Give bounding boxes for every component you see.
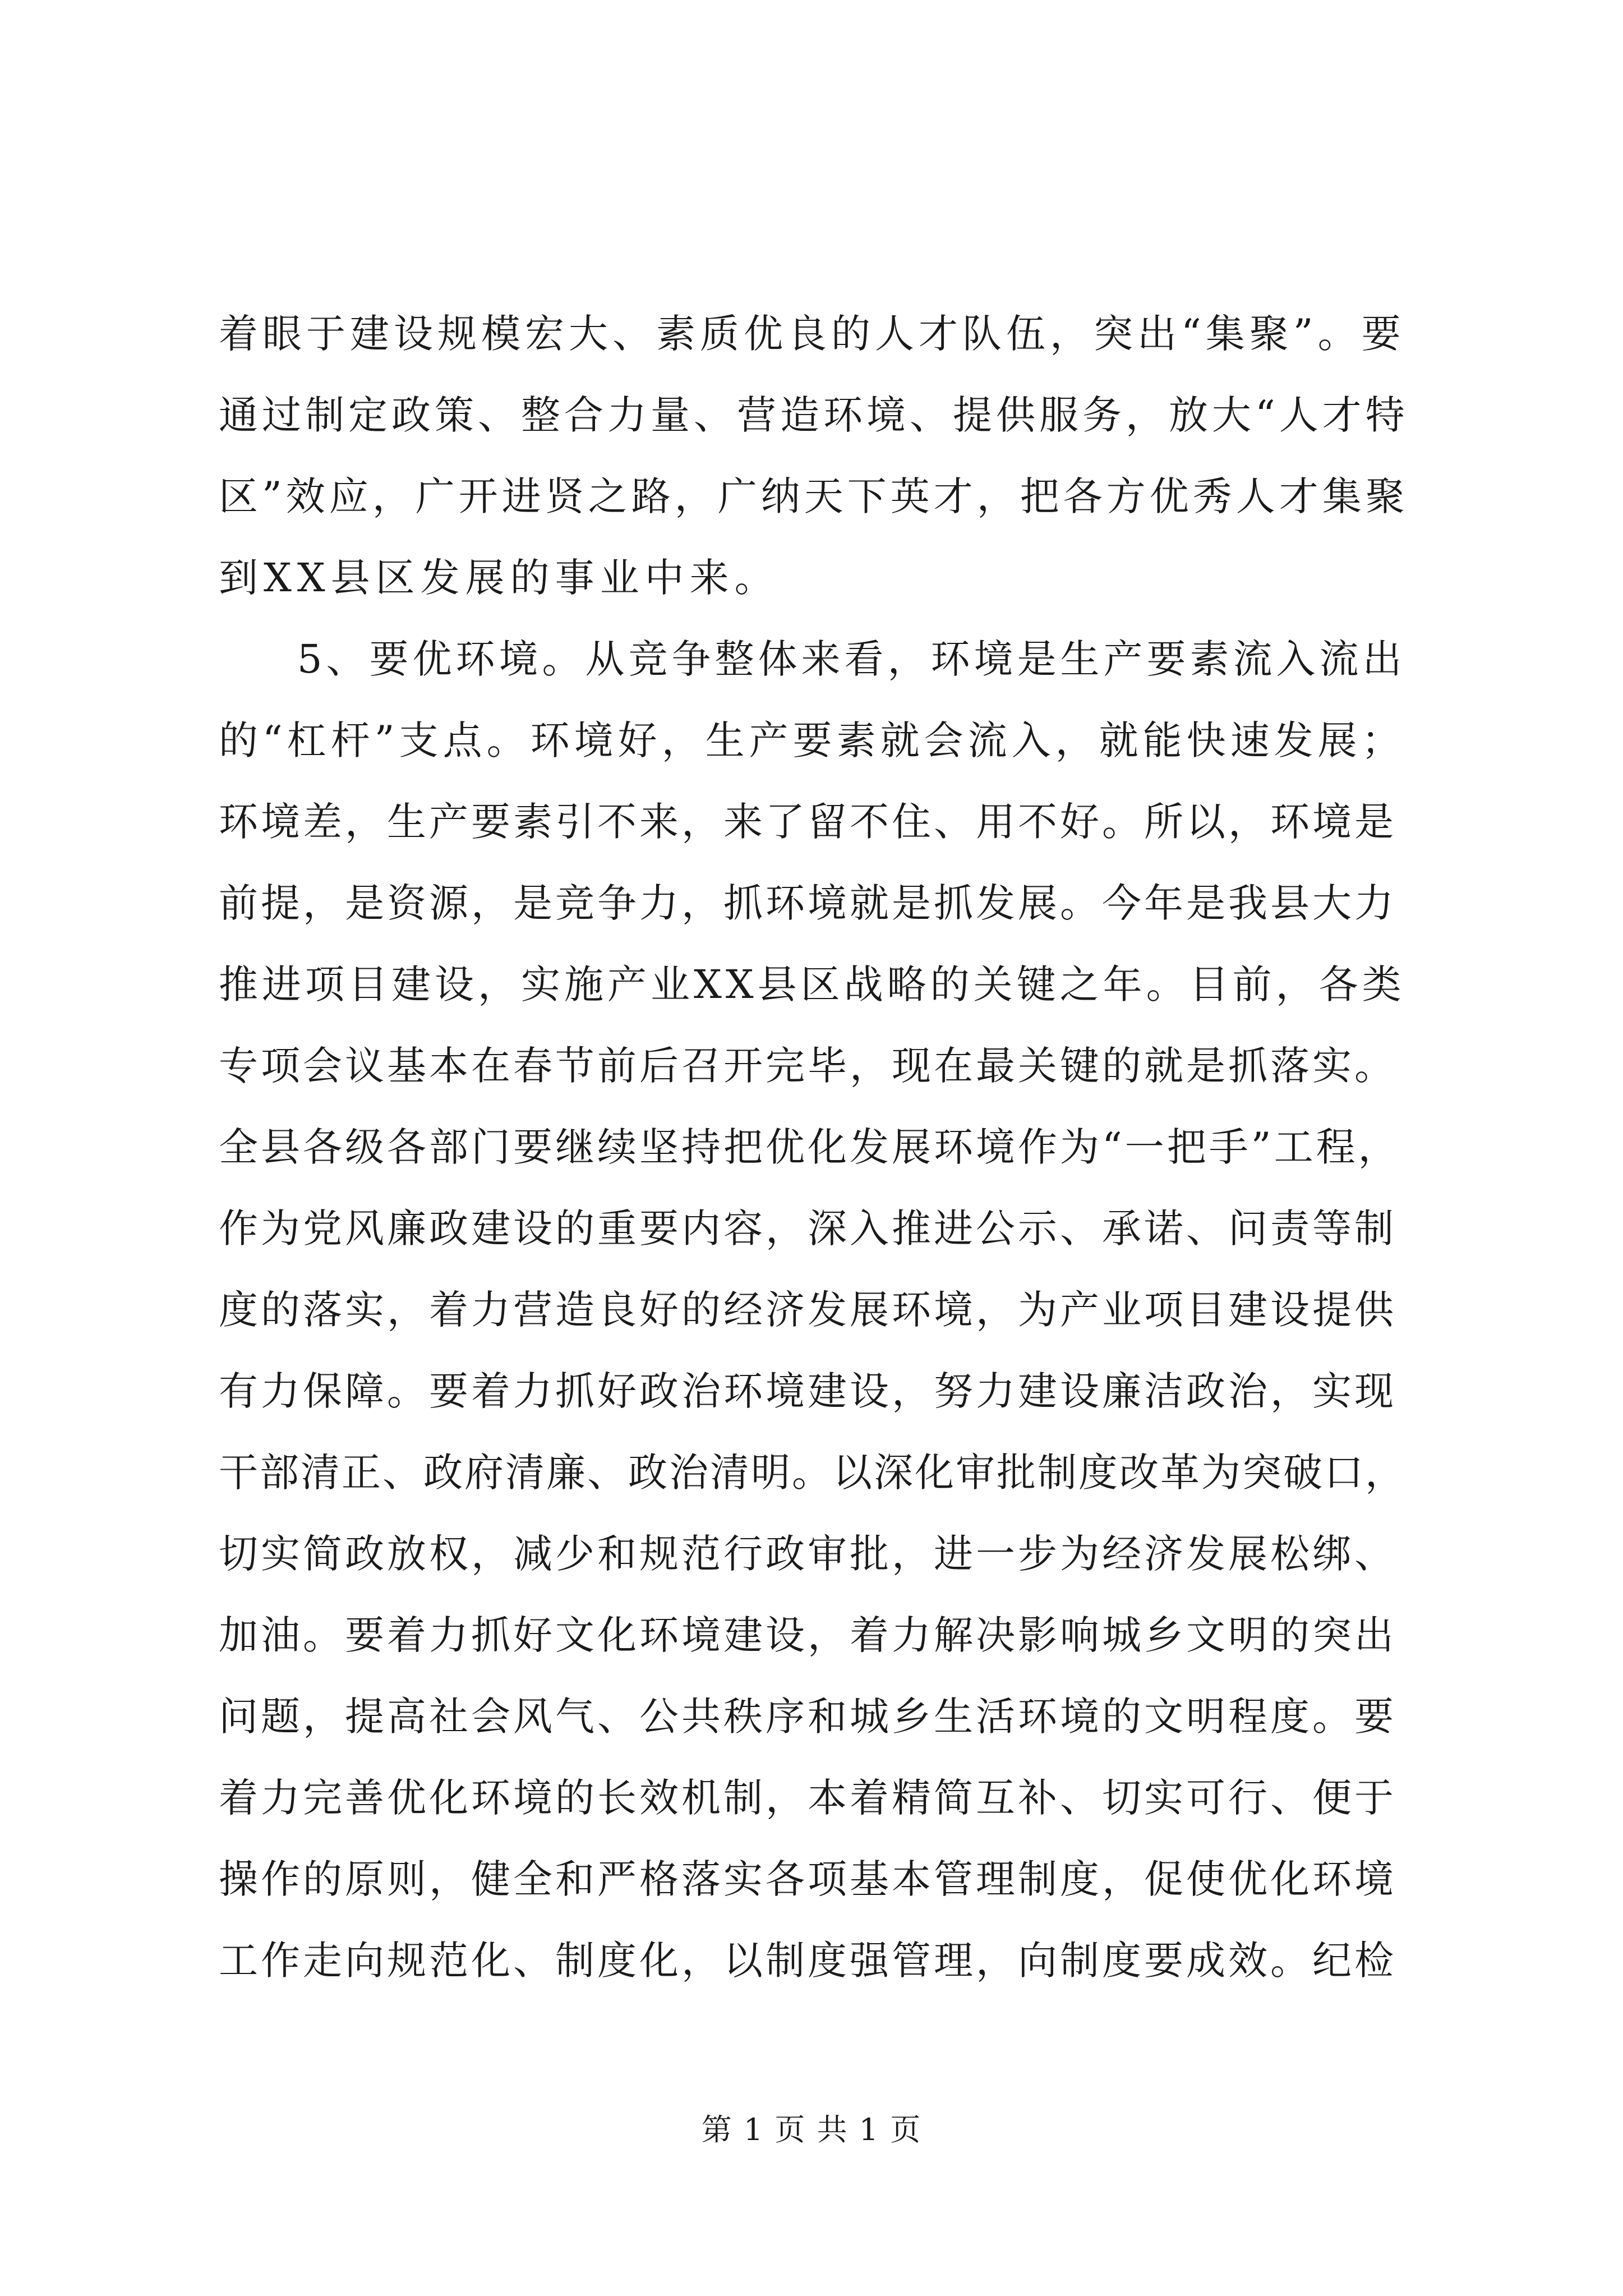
text-line: 着力完善优化环境的长效机制，本着精简互补、切实可行、便于: [219, 1775, 1396, 1821]
text-line: 推进项目建设，实施产业XX县区战略的关键之年。目前，各类: [219, 961, 1405, 1007]
text-line: 切实简政放权，减少和规范行政审批，进一步为经济发展松绑、: [219, 1531, 1396, 1577]
text-line: 有力保障。要着力抓好政治环境建设，努力建设廉洁政治，实现: [219, 1368, 1396, 1414]
text-line: 环境差，生产要素引不来，来了留不住、用不好。所以，环境是: [219, 799, 1396, 845]
text-line: 的“杠杆”支点。环境好，生产要素就会流入，就能快速发展；: [219, 717, 1405, 763]
text-line: 作为党风廉政建设的重要内容，深入推进公示、承诺、问责等制: [219, 1205, 1396, 1251]
page-number-footer: 第 1 页 共 1 页: [701, 2112, 922, 2147]
text-line: 操作的原则，健全和严格落实各项基本管理制度，促使优化环境: [219, 1856, 1396, 1902]
text-line: 加油。要着力抓好文化环境建设，着力解决影响城乡文明的突出: [219, 1612, 1396, 1658]
text-line: 全县各级各部门要继续坚持把优化发展环境作为“一把手”工程，: [219, 1124, 1400, 1170]
text-line: 问题，提高社会风气、公共秩序和城乡生活环境的文明程度。要: [219, 1694, 1396, 1740]
text-line: 工作走向规范化、制度化，以制度强管理，向制度要成效。纪检: [219, 1938, 1396, 1984]
paragraph-first-line: 5、要优环境。从竞争整体来看，环境是生产要素流入流出: [297, 636, 1406, 682]
text-line: 到XX县区发展的事业中来。: [219, 555, 780, 601]
text-line: 度的落实，着力营造良好的经济发展环境，为产业项目建设提供: [219, 1287, 1396, 1333]
text-line: 区”效应，广开进贤之路，广纳天下英才，把各方优秀人才集聚: [219, 473, 1409, 519]
text-line: 专项会议基本在春节前后召开完毕，现在最关键的就是抓落实。: [219, 1043, 1396, 1089]
text-line: 着眼于建设规模宏大、素质优良的人才队伍，突出“集聚”。要: [219, 311, 1405, 357]
text-line: 通过制定政策、整合力量、营造环境、提供服务，放大“人才特: [219, 392, 1409, 438]
text-line: 前提，是资源，是竞争力，抓环境就是抓发展。今年是我县大力: [219, 880, 1396, 926]
text-line: 干部清正、政府清廉、政治清明。以深化审批制度改革为突破口，: [219, 1450, 1406, 1496]
